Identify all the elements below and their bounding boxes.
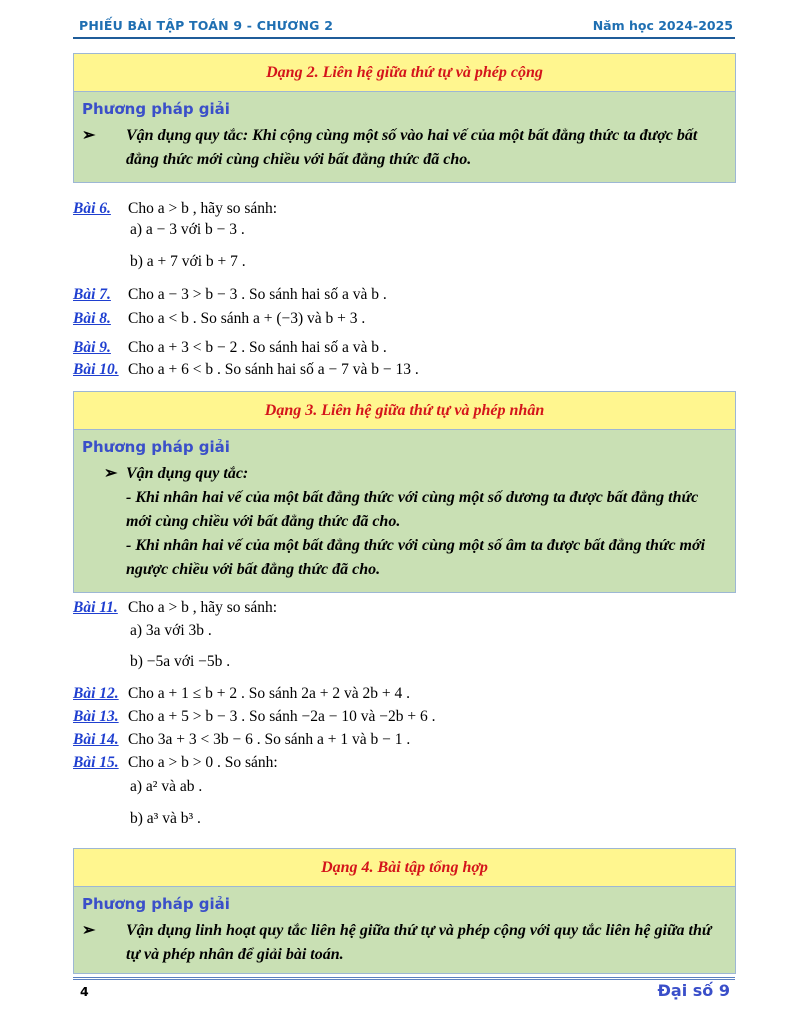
page-header <box>73 18 735 39</box>
exercise-text: Cho a + 1 ≤ b + 2 . So sánh 2a + 2 và 2b + 4 . <box>128 685 410 702</box>
exercise-text: Cho a − 3 > b − 3 . So sánh hai số a và b . <box>128 286 387 303</box>
method-rule-negative: - Khi nhân hai vế của một bất đẳng thức với cùng một số âm ta được bất đẳng thức mới ngược chiều với bất đẳng thức đã cho. <box>126 537 706 578</box>
exercise-label: Bài 8. <box>73 310 111 327</box>
exercise-label: Bài 13. <box>73 708 119 725</box>
method-rule-positive: - Khi nhân hai vế của một bất đẳng thức với cùng một số dương ta được bất đẳng thức mới cùng chiều với bất đẳng thức đã cho. <box>126 489 699 530</box>
method-rule <box>82 919 727 967</box>
exercise-12 <box>73 684 410 704</box>
exercise-text: Cho a + 5 > b − 3 . So sánh −2a − 10 và −2b + 6 . <box>128 708 436 725</box>
method-label: Phương pháp giải <box>82 895 230 913</box>
exercise-text: Cho 3a + 3 < 3b − 6 . So sánh a + 1 và b − 1 . <box>128 731 411 748</box>
method-label: Phương pháp giải <box>82 100 230 118</box>
method-block <box>74 887 735 973</box>
arrow-bullet-icon: ➢ <box>104 465 118 482</box>
exercise-text: Cho a > b , hãy so sánh: <box>128 599 278 616</box>
section-dang-2 <box>73 53 736 183</box>
exercise-6b: b) a + 7 với b + 7 . <box>130 253 246 270</box>
method-label: Phương pháp giải <box>82 438 230 456</box>
exercise-10 <box>73 360 419 380</box>
exercise-text: Cho a + 3 < b − 2 . So sánh hai số a và b . <box>128 339 387 356</box>
arrow-bullet-icon: ➢ <box>82 922 96 939</box>
rule-text: Vận dụng linh hoạt quy tắc liên hệ giữa thứ tự và phép cộng với quy tắc liên hệ giữa thứ tự và phép nhân để giải bài toán. <box>126 922 712 963</box>
section-dang-4 <box>73 848 736 974</box>
exercise-label: Bài 9. <box>73 339 111 356</box>
method-rule <box>82 124 727 172</box>
method-block <box>74 430 735 592</box>
arrow-bullet-icon: ➢ <box>82 127 96 144</box>
section-title: Dạng 2. Liên hệ giữa thứ tự và phép cộng <box>74 54 735 92</box>
exercise-11b: b) −5a với −5b . <box>130 653 231 670</box>
rule-head-text: Vận dụng quy tắc: <box>126 465 249 482</box>
exercise-6a: a) a − 3 với b − 3 . <box>130 221 245 238</box>
exercise-15 <box>73 753 278 773</box>
exercise-label: Bài 12. <box>73 685 119 702</box>
exercise-7 <box>73 285 387 305</box>
exercise-14 <box>73 730 410 750</box>
exercise-9 <box>73 338 387 358</box>
exercise-15a: a) a² và ab . <box>130 778 203 795</box>
footer-divider <box>73 977 735 980</box>
exercise-15b: b) a³ và b³ . <box>130 810 201 827</box>
exercise-text: Cho a + 6 < b . So sánh hai số a − 7 và b − 13 . <box>128 361 419 378</box>
method-block <box>74 92 735 182</box>
exercise-text: Cho a > b , hãy so sánh: <box>128 200 278 217</box>
exercise-label: Bài 7. <box>73 286 111 303</box>
header-title: PHIẾU BÀI TẬP TOÁN 9 - CHƯƠNG 2 <box>79 18 334 33</box>
exercise-11 <box>73 598 277 618</box>
exercise-label: Bài 14. <box>73 731 119 748</box>
exercise-label: Bài 6. <box>73 200 111 217</box>
exercise-8 <box>73 309 365 329</box>
section-title: Dạng 3. Liên hệ giữa thứ tự và phép nhân <box>74 392 735 430</box>
header-school-year: Năm học 2024-2025 <box>592 18 733 33</box>
exercise-11a: a) 3a với 3b . <box>130 622 212 639</box>
section-title: Dạng 4. Bài tập tổng hợp <box>74 849 735 887</box>
exercise-label: Bài 10. <box>73 361 119 378</box>
section-dang-3 <box>73 391 736 593</box>
exercise-label: Bài 15. <box>73 754 119 771</box>
rule-text: Vận dụng quy tắc: Khi cộng cùng một số vào hai vế của một bất đẳng thức ta được bất đẳng thức mới cùng chiều với bất đẳng thức đã cho. <box>126 127 698 168</box>
exercise-label: Bài 11. <box>73 599 118 616</box>
book-title: Đại số 9 <box>657 981 730 1000</box>
page-number: 4 <box>80 984 89 999</box>
method-rule-head <box>82 462 727 486</box>
exercise-13 <box>73 707 435 727</box>
exercise-text: Cho a < b . So sánh a + (−3) và b + 3 . <box>128 310 366 327</box>
exercise-text: Cho a > b > 0 . So sánh: <box>128 754 278 771</box>
exercise-6 <box>73 199 277 219</box>
